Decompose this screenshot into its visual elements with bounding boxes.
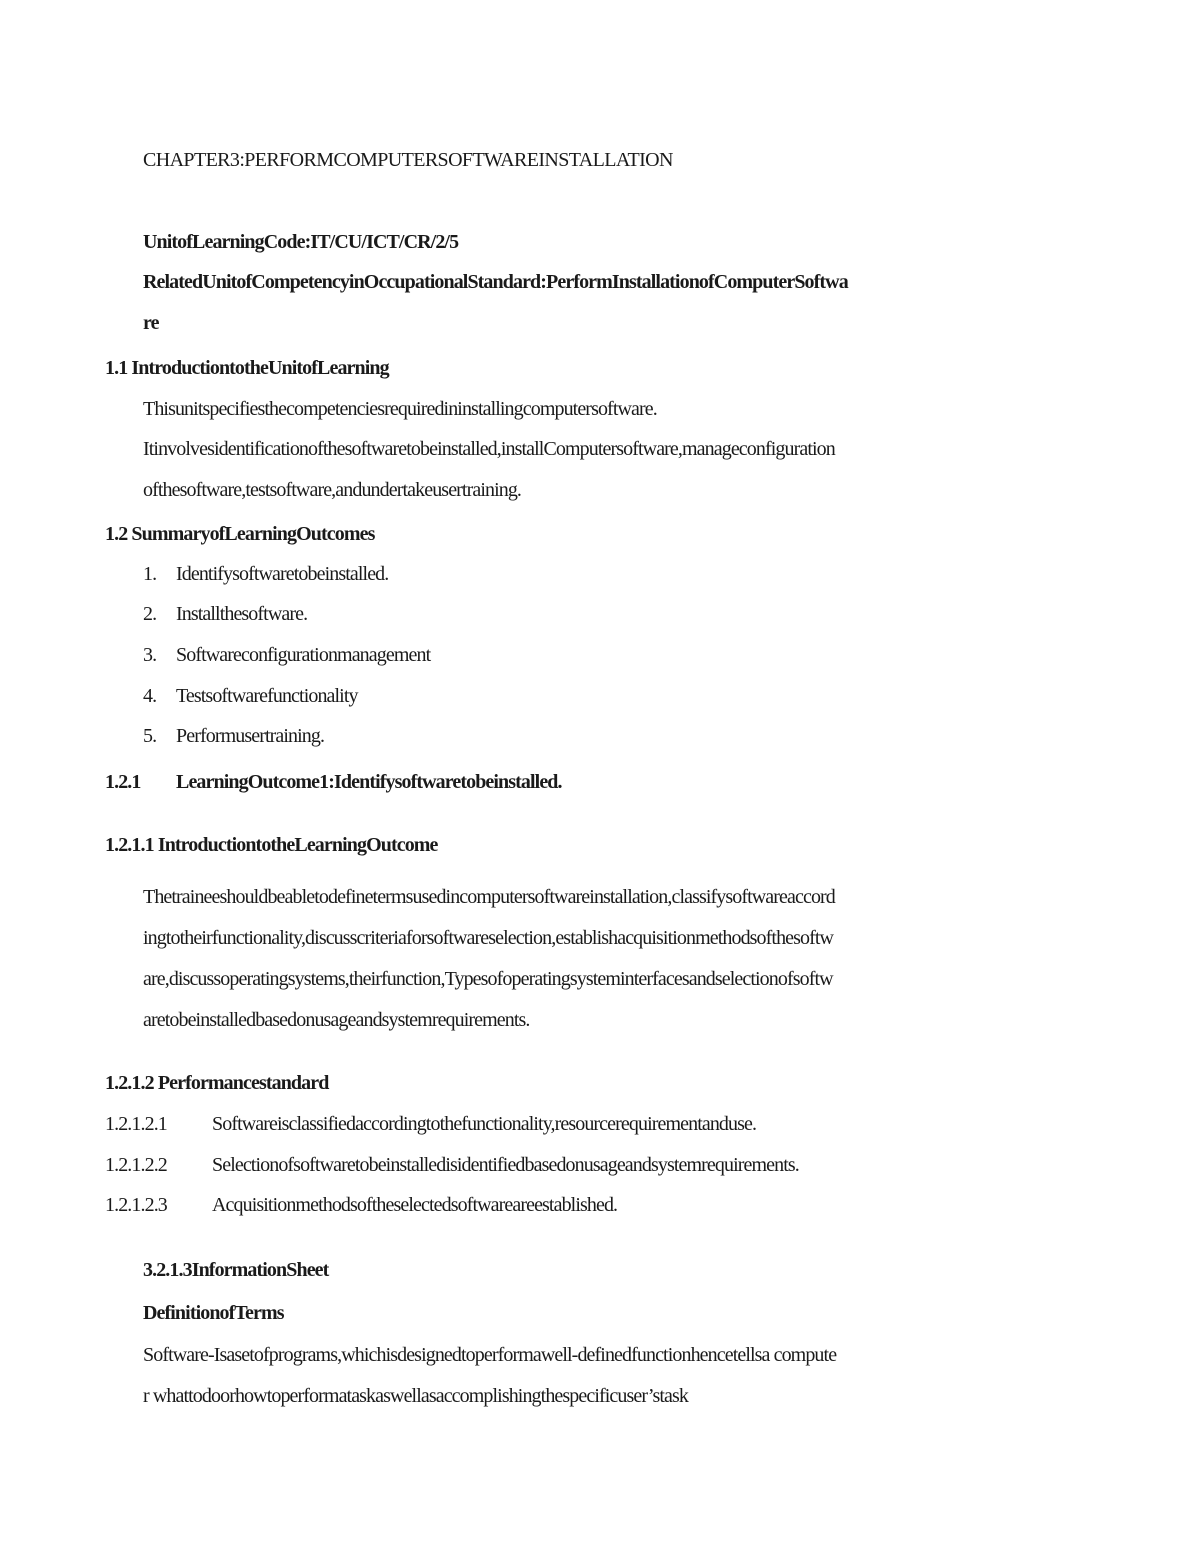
paragraph-line: r whattodoorhowtoperformataskaswellasaccomplishingthespecificuser’stask bbox=[143, 1385, 688, 1407]
paragraph-line: ingtotheirfunctionality,discusscriteriaforsoftwareselection,establishacquisitionmethodsofthesoftw bbox=[143, 927, 834, 949]
list-text: Testsoftwarefunctionality bbox=[176, 685, 358, 707]
section-heading bbox=[105, 770, 562, 794]
section-number: 1.2 bbox=[105, 523, 128, 545]
section-number: 1.1 bbox=[105, 357, 128, 379]
section-heading bbox=[105, 833, 438, 857]
list-item bbox=[143, 684, 358, 708]
related-unit-line-2: re bbox=[143, 312, 159, 334]
list-number: 5. bbox=[143, 725, 157, 747]
subsection-heading: DefinitionofTerms bbox=[143, 1302, 284, 1324]
list-number: 3. bbox=[143, 644, 157, 666]
list-text: Performusertraining. bbox=[176, 725, 325, 747]
list-text: Installthesoftware. bbox=[176, 603, 308, 625]
list-text: Softwareconfigurationmanagement bbox=[176, 644, 431, 666]
section-heading bbox=[105, 522, 374, 546]
list-number: 1.2.1.2.3 bbox=[105, 1194, 167, 1216]
paragraph-line: are,discussoperatingsystems,theirfunction,Typesofoperatingsysteminterfacesandselectionofsoftw bbox=[143, 968, 833, 990]
list-item bbox=[105, 1193, 617, 1217]
paragraph-line: Thisunitspecifiesthecompetenciesrequiredininstallingcomputersoftware. bbox=[143, 398, 657, 420]
section-number: 1.2.1.1 bbox=[105, 834, 154, 856]
list-text: Identifysoftwaretobeinstalled. bbox=[176, 563, 389, 585]
list-text: Acquisitionmethodsoftheselectedsoftwareareestablished. bbox=[212, 1194, 618, 1216]
paragraph-line: aretobeinstalledbasedonusageandsystemrequirements. bbox=[143, 1009, 530, 1031]
paragraph-line: Itinvolvesidentificationofthesoftwaretobeinstalled,installComputersoftware,manageconfiguration bbox=[143, 438, 835, 460]
list-item bbox=[143, 602, 307, 626]
list-number: 1.2.1.2.2 bbox=[105, 1154, 167, 1176]
chapter-title: CHAPTER3:PERFORMCOMPUTERSOFTWAREINSTALLATION bbox=[143, 149, 673, 171]
list-text: Softwareisclassifiedaccordingtothefunctionality,resourcerequirementanduse. bbox=[212, 1113, 757, 1135]
list-item bbox=[143, 643, 430, 667]
list-number: 1. bbox=[143, 563, 157, 585]
list-number: 1.2.1.2.1 bbox=[105, 1113, 167, 1135]
list-item bbox=[143, 724, 324, 748]
section-title: IntroductiontotheUnitofLearning bbox=[131, 357, 389, 379]
paragraph-line: ofthesoftware,testsoftware,andundertakeusertraining. bbox=[143, 479, 522, 501]
list-item bbox=[105, 1112, 756, 1136]
section-title: IntroductiontotheLearningOutcome bbox=[157, 834, 438, 856]
section-number: 1.2.1 bbox=[105, 771, 141, 793]
section-title: SummaryofLearningOutcomes bbox=[131, 523, 375, 545]
section-number: 1.2.1.2 bbox=[105, 1072, 154, 1094]
section-heading: 3.2.1.3InformationSheet bbox=[143, 1259, 329, 1281]
section-heading bbox=[105, 356, 389, 380]
list-number: 4. bbox=[143, 685, 157, 707]
section-title: LearningOutcome1:Identifysoftwaretobeinstalled. bbox=[176, 771, 562, 793]
related-unit-line-1: RelatedUnitofCompetencyinOccupationalStandard:PerformInstallationofComputerSoftwa bbox=[143, 271, 848, 293]
list-number: 2. bbox=[143, 603, 157, 625]
paragraph-line: Software-Isasetofprograms,whichisdesignedtoperformawell-definedfunctionhencetellsa compute bbox=[143, 1344, 837, 1366]
list-item bbox=[105, 1153, 799, 1177]
list-text: Selectionofsoftwaretobeinstalledisidentifiedbasedonusageandsystemrequirements. bbox=[212, 1154, 799, 1176]
unit-code: UnitofLearningCode:IT/CU/ICT/CR/2/5 bbox=[143, 231, 459, 253]
section-heading bbox=[105, 1071, 328, 1095]
list-item bbox=[143, 562, 388, 586]
section-title: Performancestandard bbox=[157, 1072, 329, 1094]
paragraph-line: Thetraineeshouldbeabletodefinetermsusedincomputersoftwareinstallation,classifysoftwareaccord bbox=[143, 886, 835, 908]
